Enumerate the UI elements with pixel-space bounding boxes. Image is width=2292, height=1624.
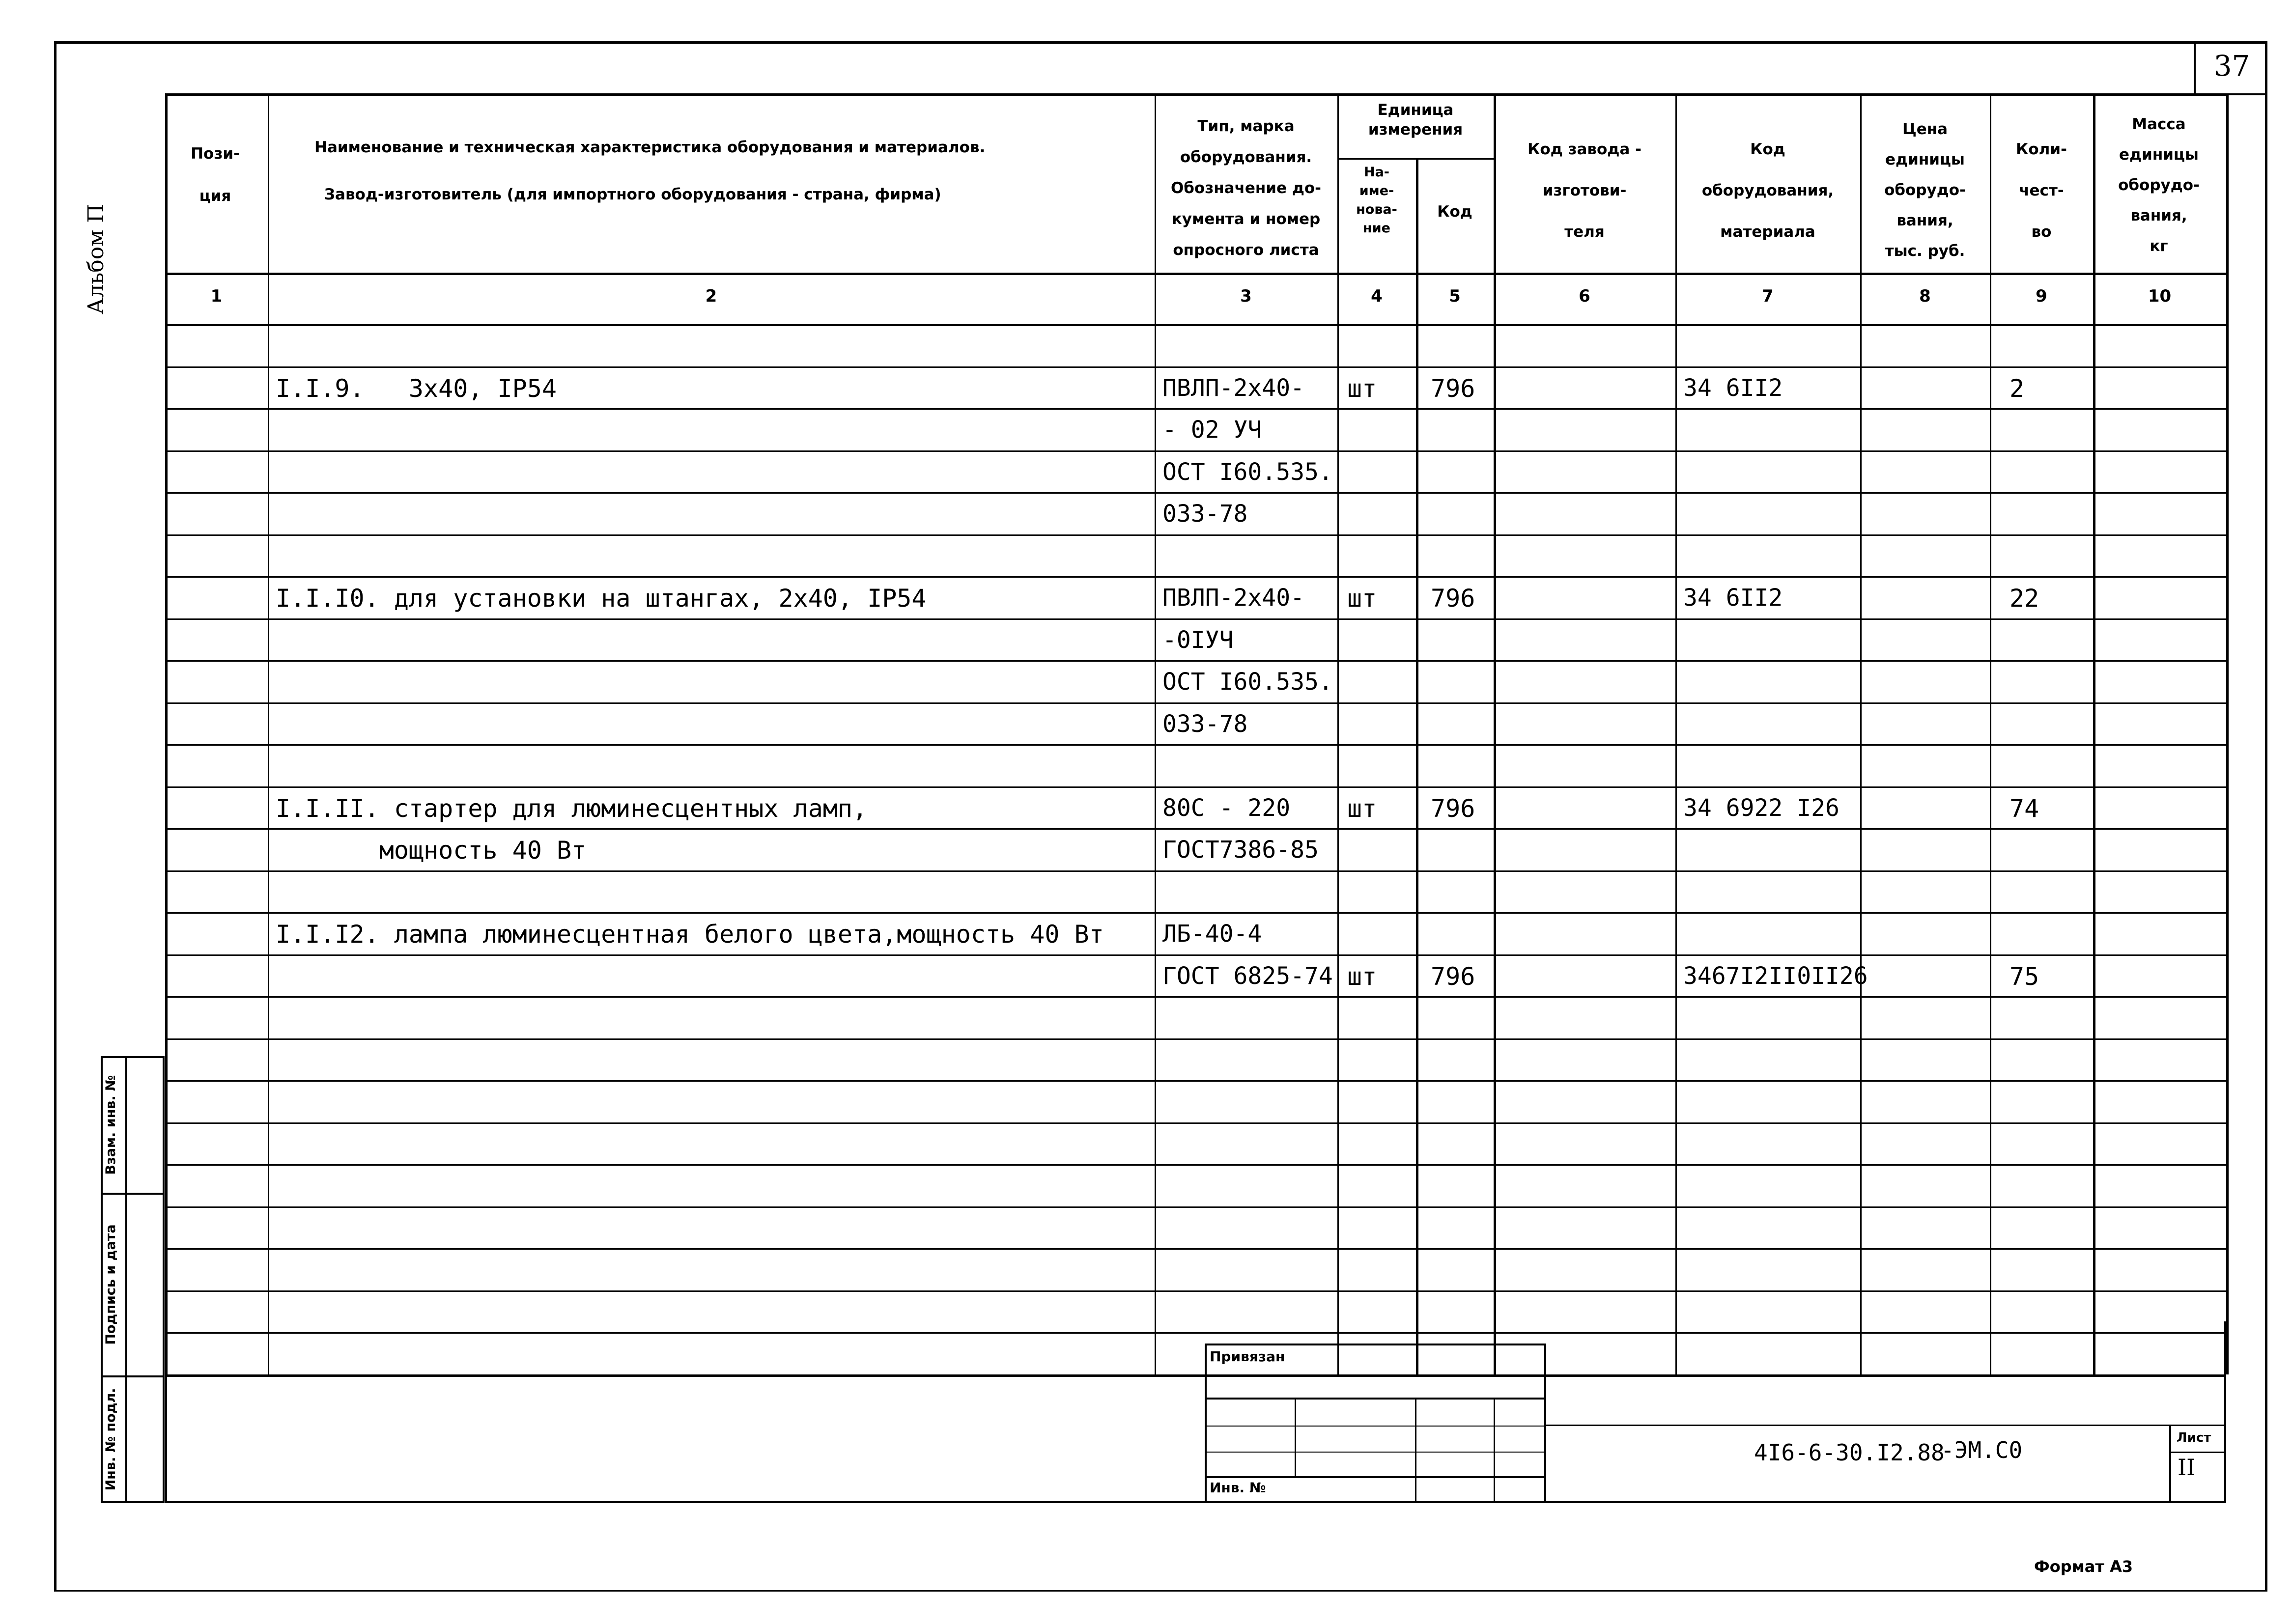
row-separator xyxy=(165,1248,2226,1250)
column-border xyxy=(165,93,168,1374)
table-cell-unit: шт xyxy=(1347,374,1377,403)
table-cell-name: I.I.II. стартер для люминесцентных ламп, xyxy=(276,794,868,823)
column-number: 7 xyxy=(1762,286,1774,306)
format-label: Формат А3 xyxy=(2034,1557,2133,1576)
header-col1: Пози- ция xyxy=(191,145,240,205)
column-number: 5 xyxy=(1449,286,1461,306)
table-cell-equip: 3467I2II0II26 xyxy=(1683,962,1868,990)
table-cell-type: ОСТ I60.535. xyxy=(1162,668,1333,696)
row-separator xyxy=(165,912,2226,914)
column-border xyxy=(1337,93,1339,1374)
row-separator xyxy=(165,786,2226,788)
column-number: 8 xyxy=(1919,286,1931,306)
table-cell-qty: 75 xyxy=(2009,962,2039,991)
row-separator xyxy=(165,996,2226,998)
table-cell-name: I.I.I2. лампа люминесцентная белого цвета,мощность 40 Вт xyxy=(276,920,1104,949)
stamp-podpis-data: Подпись и дата xyxy=(103,1224,118,1345)
table-cell-code: 796 xyxy=(1431,374,1475,403)
row-separator xyxy=(165,576,2226,578)
row-separator xyxy=(165,366,2226,368)
row-separator xyxy=(165,1122,2226,1124)
row-separator xyxy=(165,1206,2226,1208)
row-separator xyxy=(165,870,2226,872)
document-suffix: -ЭМ.С0 xyxy=(1941,1437,2023,1463)
document-code: 4I6-6-30.I2.88 xyxy=(1754,1439,1945,1466)
header-col2-line2: Завод-изготовитель (для импортного оборудования - страна, фирма) xyxy=(324,186,941,203)
table-cell-type: ПВЛП-2x40- xyxy=(1162,374,1304,402)
row-separator xyxy=(165,954,2226,956)
row-separator xyxy=(165,534,2226,536)
column-border xyxy=(1416,158,1418,1374)
table-cell-code: 796 xyxy=(1431,962,1475,991)
header-col6: Код завода - изготови- теля xyxy=(1528,140,1641,241)
sheet-label: Лист xyxy=(2177,1430,2211,1445)
header-col8: Цена единицы оборудо- вания, тыс. руб. xyxy=(1884,120,1966,260)
header-col4: На- име- нова- ние xyxy=(1356,165,1397,236)
table-cell-equip: 34 6II2 xyxy=(1683,374,1783,402)
table-cell-qty: 22 xyxy=(2009,584,2039,613)
header-col9: Коли- чест- во xyxy=(2016,140,2067,241)
table-cell-type: ГОСТ 6825-74 xyxy=(1162,962,1333,990)
header-bottom-border xyxy=(165,273,2226,275)
column-number: 1 xyxy=(210,286,223,306)
table-cell-unit: шт xyxy=(1347,794,1377,823)
table-cell-qty: 74 xyxy=(2009,794,2039,823)
header-col45-group: Единица измерения xyxy=(1368,101,1463,139)
sheet-value: II xyxy=(2178,1454,2196,1481)
table-cell-type: ПВЛП-2x40- xyxy=(1162,584,1304,612)
header-col2-line1: Наименование и техническая характеристика оборудования и материалов. xyxy=(314,139,986,156)
row-separator xyxy=(165,660,2226,662)
table-cell-type: 80С - 220 xyxy=(1162,794,1291,822)
row-separator xyxy=(165,492,2226,494)
row-separator xyxy=(165,744,2226,746)
stamp-vzam-inv: Взам. инв. № xyxy=(103,1075,118,1175)
table-cell-type: ГОСТ7386-85 xyxy=(1162,836,1319,864)
column-border xyxy=(268,93,269,1374)
column-border xyxy=(1155,93,1156,1374)
table-cell-type: 033-78 xyxy=(1162,710,1248,738)
table-cell-name: мощность 40 Вт xyxy=(276,836,587,865)
row-separator xyxy=(165,1164,2226,1166)
column-border xyxy=(1675,93,1677,1374)
column-numbers-bottom-border xyxy=(165,324,2226,326)
row-separator xyxy=(165,702,2226,704)
privyazan-label: Привязан xyxy=(1210,1348,1285,1365)
row-separator xyxy=(165,450,2226,452)
row-separator xyxy=(165,1080,2226,1082)
table-cell-type: -0IУЧ xyxy=(1162,626,1234,654)
row-separator xyxy=(165,408,2226,410)
table-cell-type: 033-78 xyxy=(1162,500,1248,528)
row-separator xyxy=(165,828,2226,830)
table-cell-type: ОСТ I60.535. xyxy=(1162,458,1333,486)
column-number: 2 xyxy=(705,286,717,306)
column-number: 6 xyxy=(1579,286,1590,306)
table-top-border xyxy=(165,93,2226,96)
row-separator xyxy=(165,1038,2226,1040)
column-number: 3 xyxy=(1240,286,1252,306)
table-cell-code: 796 xyxy=(1431,584,1475,613)
album-label: Альбом П xyxy=(84,204,109,314)
title-block xyxy=(165,1321,2226,1503)
row-separator xyxy=(165,618,2226,620)
column-border xyxy=(1494,93,1496,1374)
column-number: 10 xyxy=(2148,286,2172,306)
table-cell-equip: 34 6II2 xyxy=(1683,584,1783,612)
table-cell-code: 796 xyxy=(1431,794,1475,823)
table-cell-unit: шт xyxy=(1347,962,1377,991)
row-separator xyxy=(165,1290,2226,1292)
header-col7: Код оборудования, материала xyxy=(1701,140,1834,241)
header-col5: Код xyxy=(1437,203,1472,221)
table-cell-type: ЛБ-40-4 xyxy=(1162,920,1262,948)
table-cell-unit: шт xyxy=(1347,584,1377,613)
header-col3: Тип, марка оборудования. Обозначение до- кумента и номер опросного листа xyxy=(1170,117,1322,259)
page-number: 37 xyxy=(2213,49,2250,83)
column-border xyxy=(2093,93,2095,1374)
table-cell-qty: 2 xyxy=(2009,374,2025,403)
table-cell-name: I.I.9. 3x40, IP54 xyxy=(276,374,557,403)
table-cell-name: I.I.I0. для установки на штангах, 2x40, IP54 xyxy=(276,584,927,613)
inv-no-label: Инв. № xyxy=(1210,1480,1266,1496)
table-cell-equip: 34 6922 I26 xyxy=(1683,794,1839,822)
unit-subheader-border xyxy=(1337,158,1494,160)
column-border xyxy=(1990,93,1991,1374)
column-border xyxy=(2226,93,2229,1374)
stamp-inv-podl: Инв. № подл. xyxy=(103,1388,118,1491)
column-number: 9 xyxy=(2036,286,2047,306)
table-cell-type: - 02 УЧ xyxy=(1162,416,1262,444)
header-col10: Масса единицы оборудо- вания, кг xyxy=(2118,115,2200,255)
column-border xyxy=(1860,93,1862,1374)
column-number: 4 xyxy=(1371,286,1383,306)
